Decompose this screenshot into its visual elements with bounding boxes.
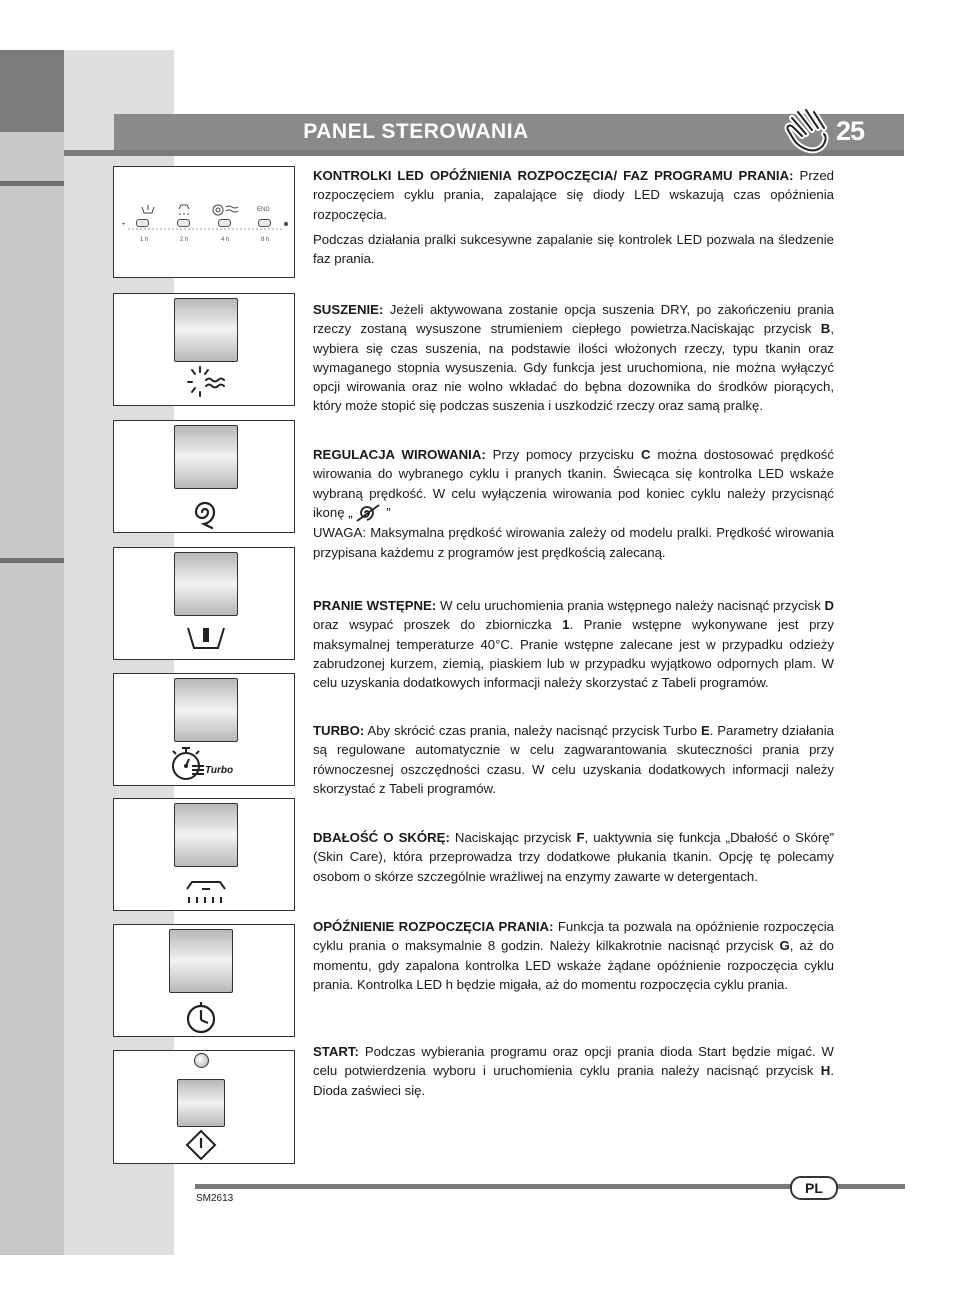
section-title: START:: [313, 1044, 359, 1059]
start-panel: [113, 1050, 295, 1164]
spin-dry-icon: [213, 205, 238, 215]
turbo-label: Turbo: [205, 765, 234, 776]
led-indicator: [258, 219, 271, 227]
time-label: 1 h: [140, 237, 149, 243]
section-title: OPÓŹNIENIE ROZPOCZĘCIA PRANIA:: [313, 919, 554, 934]
skin-care-button[interactable]: [174, 803, 238, 867]
led-indicator: [218, 219, 231, 227]
section-title: PRANIE WSTĘPNE:: [313, 598, 437, 613]
section-title: DBAŁOŚĆ O SKÓRĘ:: [313, 830, 450, 845]
spin-off-icon: [353, 503, 383, 523]
delay-panel: [113, 924, 295, 1037]
side-divider: [0, 181, 64, 186]
side-tab-light: [0, 132, 64, 1255]
dry-button[interactable]: [174, 298, 238, 362]
header-rule: [64, 150, 904, 156]
section-led: KONTROLKI LED OPÓŹNIENIA ROZPOCZĘCIA/ FAZ PROGRAMU PRANIA: Przed rozpoczęciem cyklu prania, zapalające się diody LED wskazują czas opóźnienia rozpoczęcia. Podczas działania pralki sukcesywne zapalanie się kontrolek LED pozwala na śledzenie faz prania.: [313, 168, 834, 267]
rinse-icon: [184, 879, 228, 909]
turbo-button[interactable]: [174, 678, 238, 742]
section-spin: REGULACJA WIROWANIA: Przy pomocy przycisku C można dostosować prędkość wirowania do wybranego cyklu i pranych tkanin. Świecąca się kontrolka LED wskaże wybraną prędkość. W celu wyłączenia wirowania pod koniec cyklu należy przycisnąć ikonę „ ” UWAGA: Maksymalna prędkość wirowania zależy od modelu pralki. Prędkość wirowania przypisana każdemu z programów jest prędkością zalecaną.: [313, 447, 834, 560]
prewash-button[interactable]: [174, 552, 238, 616]
section-title: TURBO:: [313, 723, 365, 738]
section-turbo: TURBO: Aby skrócić czas prania, należy nacisnąć przycisk Turbo E. Parametry działania są regulowane automatycznie w celu zagwarantowania skuteczności prania przy równoczesnej oszczędności czasu. W celu uzyskania dodatkowych informacji należy skorzystać z Tabeli programów.: [313, 723, 834, 796]
turbo-panel: [113, 673, 295, 786]
rinse-icon: [179, 205, 189, 215]
timer-icon: [170, 744, 206, 784]
spin-button[interactable]: [174, 425, 238, 489]
spin-icon: [185, 494, 225, 530]
delay-button[interactable]: [169, 929, 233, 993]
time-label: 2 h: [180, 237, 189, 243]
section-title: SUSZENIE:: [313, 302, 384, 317]
page-title: PANEL STEROWANIA: [303, 120, 529, 143]
led-indicator: [136, 219, 149, 227]
section-dry: SUSZENIE: Jeżeli aktywowana zostanie opcja suszenia DRY, po zakończeniu prania rzeczy zostaną wysuszone strumieniem ciepłego powietrza.Naciskając przycisk B, wybiera się czas suszenia, na podstawie ilości włożonych rzeczy, typu tkanin oraz wymaganego stopnia wysuszenia. Gdy funkcja jest uruchomiona, nie można wyłączyć opcji wirowania oraz nie wolno wkładać do bębna dozownika do środków piorących, który może stopić się podczas suszenia i uszkodzić rzeczy oraz samą pralkę.: [313, 302, 834, 414]
start-icon: [185, 1129, 217, 1161]
prewash-panel: [113, 547, 295, 660]
end-label: END: [257, 207, 270, 213]
dry-icon: [186, 366, 226, 400]
skin-care-panel: [113, 798, 295, 911]
side-tab-dark: [0, 50, 64, 132]
start-led: [194, 1053, 209, 1068]
prewash-icon: [142, 205, 154, 213]
time-label: 8 h: [261, 237, 270, 243]
clock-icon: [183, 999, 219, 1035]
section-start: START: Podczas wybierania programu oraz opcji prania dioda Start będzie migać. W celu potwierdzenia wyboru i uruchomienia cyklu prania należy nacisnąć przycisk H. Dioda zaświeci się.: [313, 1044, 834, 1098]
section-title: KONTROLKI LED OPÓŹNIENIA ROZPOCZĘCIA/ FAZ PROGRAMU PRANIA:: [313, 168, 794, 183]
page-number: 25: [836, 116, 865, 146]
prewash-icon: [184, 624, 228, 654]
hand-icon: [784, 104, 836, 156]
language-badge: PL: [790, 1176, 838, 1200]
start-button[interactable]: [177, 1079, 225, 1127]
section-delay: OPÓŹNIENIE ROZPOCZĘCIA PRANIA: Funkcja ta pozwala na opóźnienie rozpoczęcia cyklu prania o maksymalnie 8 godzin. Należy kilkakrotnie nacisnąć przycisk G, aż do momentu, gdy zapalona kontrolka LED wskaże żądane opóźnienie rozpoczęcia cyklu prania. Kontrolka LED h będzie migała, aż do momentu rozpoczęcia cyklu prania.: [313, 919, 834, 992]
side-divider: [0, 558, 64, 563]
dry-panel: [113, 293, 295, 406]
spin-panel: [113, 420, 295, 533]
section-skin-care: DBAŁOŚĆ O SKÓRĘ: Naciskając przycisk F, uaktywnia się funkcja „Dbałość o Skórę” (Skin Care), która przeprowadza trzy dodatkowe płukania tkanin. Opcję tę polecamy osobom o skórze szczególnie wrażliwej na enzymy zawarte w detergentach.: [313, 830, 834, 884]
led-indicator: [177, 219, 190, 227]
document-code: SM2613: [196, 1193, 234, 1204]
led-panel-illustration: [113, 166, 295, 278]
section-prewash: PRANIE WSTĘPNE: W celu uruchomienia prania wstępnego należy nacisnąć przycisk D oraz wsypać proszek do zbiorniczka 1. Pranie wstępne wykonywane jest przy maksymalnej temperaturze 40°C. Pranie wstępne zalecane jest w przypadku odzieży zabrudzonej kurzem, ziemią, piaskiem lub w przypadku wyjątkowo odpornych plam. W celu uzyskania dodatkowych informacji należy skorzystać z Tabeli programów.: [313, 598, 834, 691]
time-label: 4 h: [221, 237, 230, 243]
section-title: REGULACJA WIROWANIA:: [313, 447, 486, 462]
